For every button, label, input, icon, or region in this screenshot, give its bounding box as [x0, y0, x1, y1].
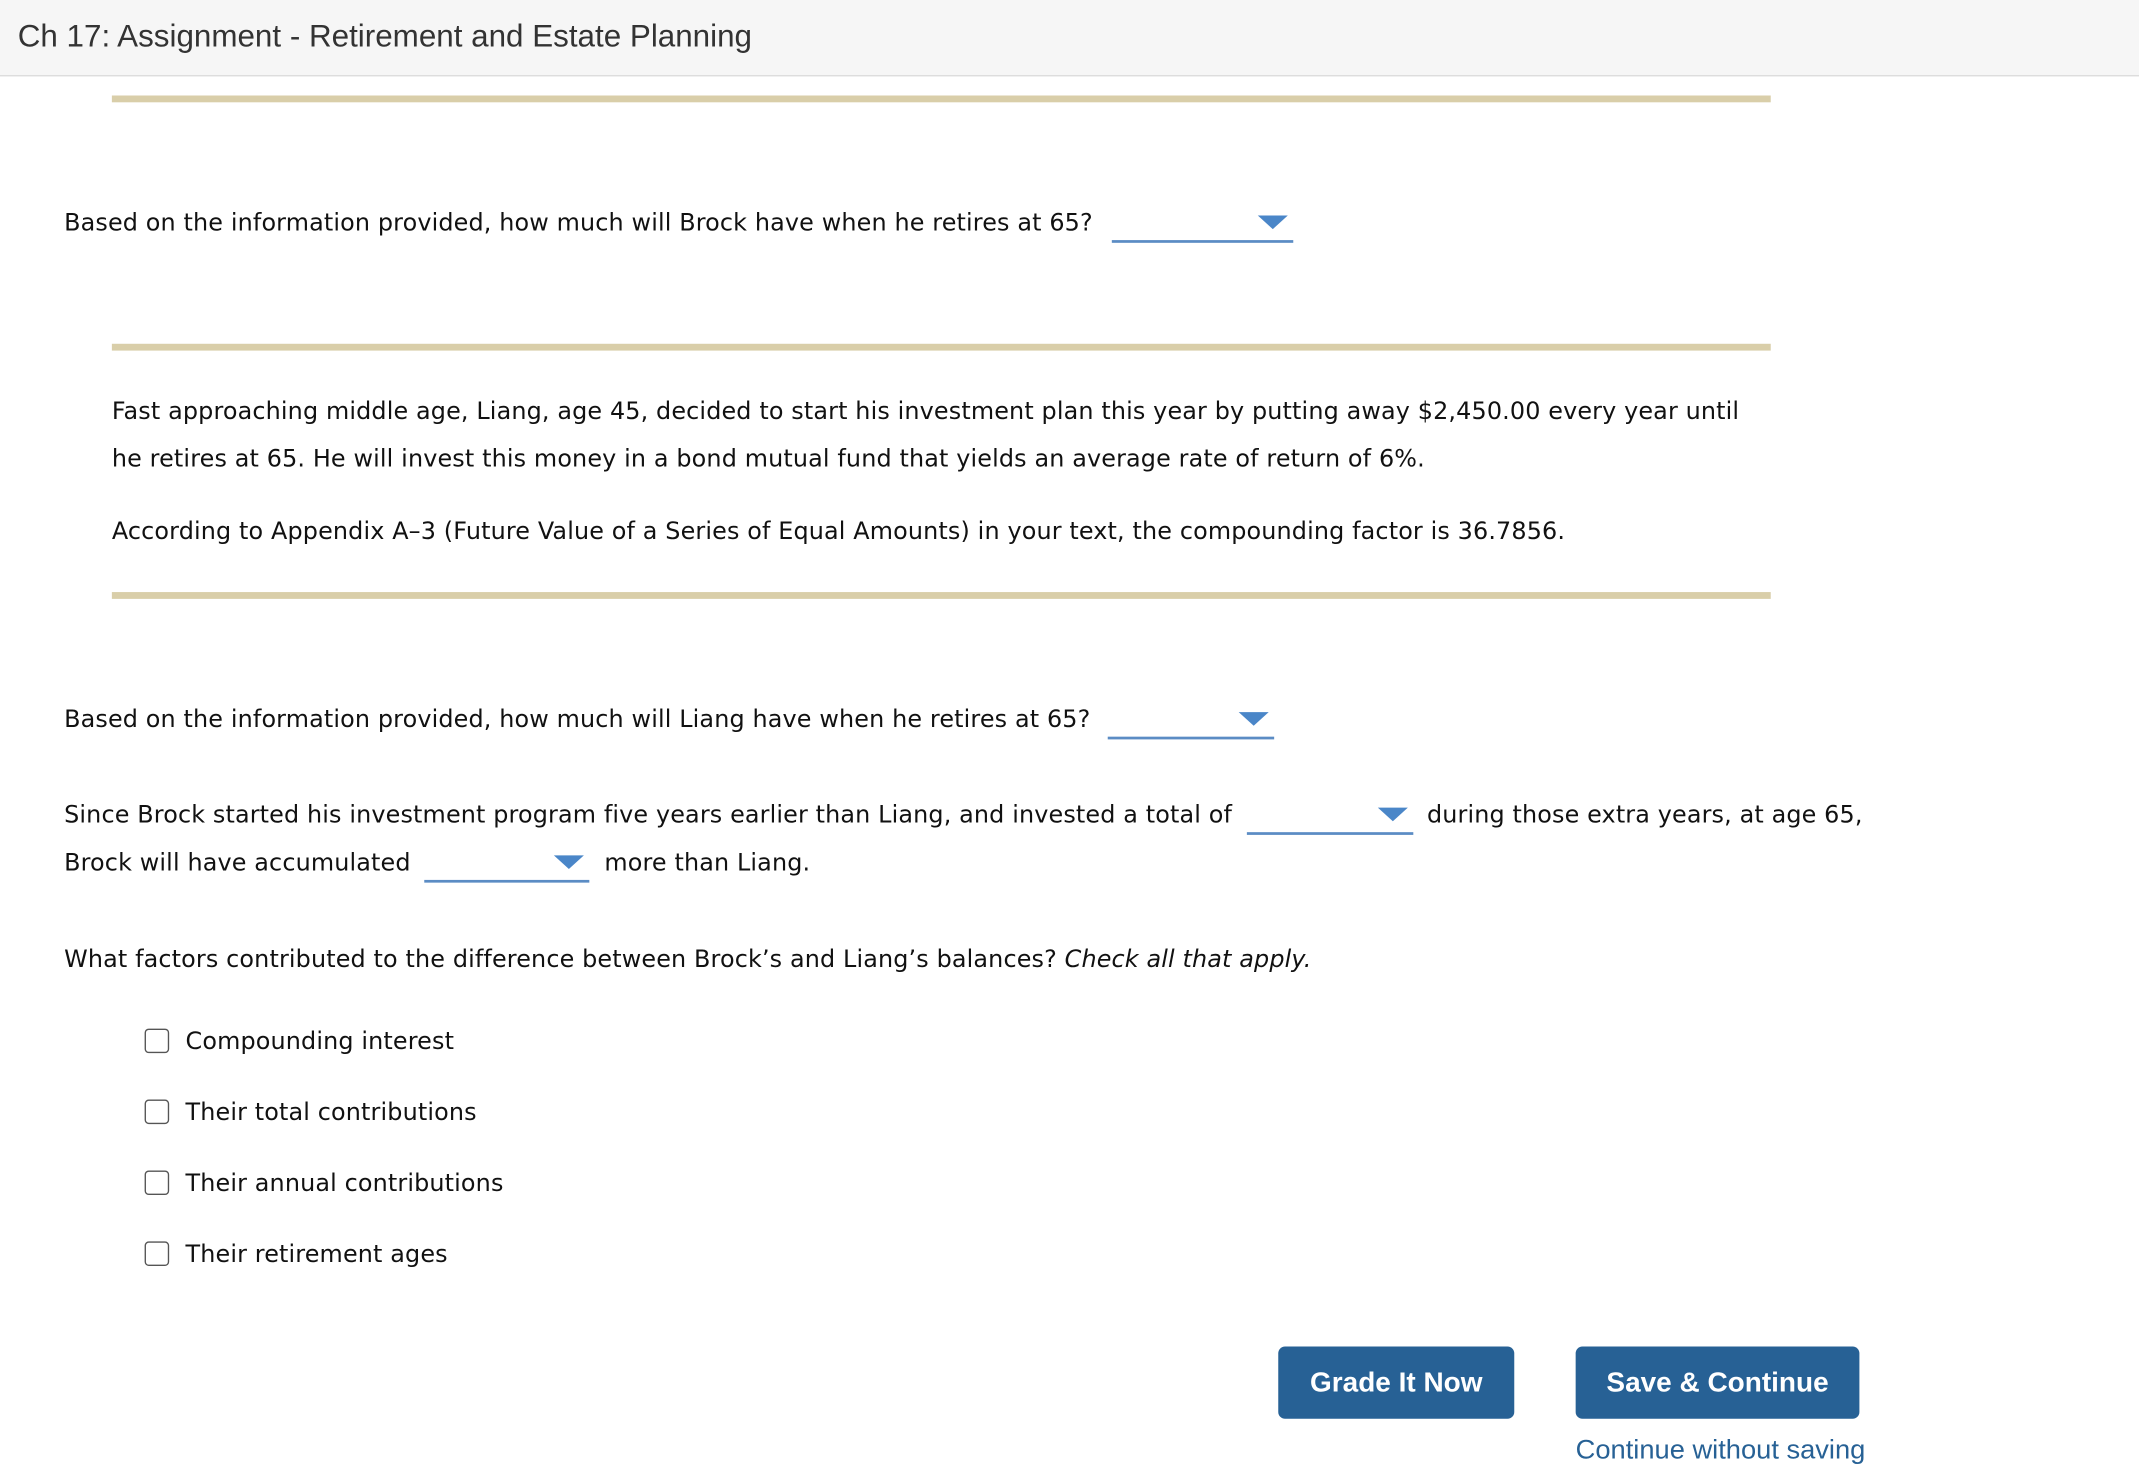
divider [112, 95, 1771, 102]
grade-it-now-button[interactable]: Grade It Now [1278, 1346, 1514, 1418]
scenario-text: he retires at 65. He will invest this money in a bond mutual fund that yields an average rate of return of 6%. [111, 446, 1425, 474]
liang-total-dropdown[interactable] [1108, 707, 1274, 740]
checkbox-compounding-interest[interactable] [145, 1029, 170, 1054]
scenario-factor-text: According to Appendix A–3 (Future Value of a Series of Equal Amounts) in your text, the compounding factor is 36.7856. [111, 518, 1566, 546]
chevron-down-icon [554, 855, 584, 869]
checkbox-total-contributions[interactable] [145, 1100, 170, 1125]
page-header [0, 0, 2139, 76]
question-factors-text: What factors contributed to the difference between Brock’s and Liang’s balances? [64, 946, 1057, 975]
scenario-text: Fast approaching middle age, Liang, age 45, decided to start his investment plan this year by putting away $2,450.00 every year until [111, 398, 1740, 426]
option-label[interactable]: Their annual contributions [185, 1170, 504, 1198]
chevron-down-icon [1258, 216, 1288, 230]
checkbox-annual-contributions[interactable] [145, 1170, 170, 1195]
option-label[interactable]: Their retirement ages [185, 1241, 448, 1269]
accumulated-difference-dropdown[interactable] [424, 850, 589, 883]
question-factors-hint: Check all that apply. [1064, 946, 1312, 975]
question-difference-text: during those extra years, at age 65, [1426, 802, 1863, 830]
continue-without-saving-link[interactable]: Continue without saving [1575, 1435, 1866, 1466]
option-label[interactable]: Compounding interest [185, 1028, 455, 1056]
chevron-down-icon [1239, 712, 1269, 726]
question-difference-text: Since Brock started his investment program five years earlier than Liang, and invested a total of [64, 802, 1233, 830]
question-brock-total: Based on the information provided, how much will Brock have when he retires at 65? [64, 210, 1093, 238]
page-title: Ch 17: Assignment - Retirement and Estate Planning [17, 17, 753, 54]
question-difference-text: Brock will have accumulated [64, 849, 411, 878]
question-factors [64, 947, 1311, 974]
chevron-down-icon [1378, 808, 1408, 822]
question-liang-total: Based on the information provided, how much will Liang have when he retires at 65? [64, 706, 1091, 734]
extra-invested-dropdown[interactable] [1247, 802, 1413, 835]
divider [112, 592, 1771, 599]
checkbox-retirement-ages[interactable] [145, 1241, 170, 1266]
option-label[interactable]: Their total contributions [185, 1099, 477, 1127]
question-difference-text: more than Liang. [604, 849, 811, 878]
divider [112, 344, 1771, 351]
brock-total-dropdown[interactable] [1112, 210, 1293, 243]
save-and-continue-button[interactable]: Save & Continue [1576, 1346, 1860, 1418]
